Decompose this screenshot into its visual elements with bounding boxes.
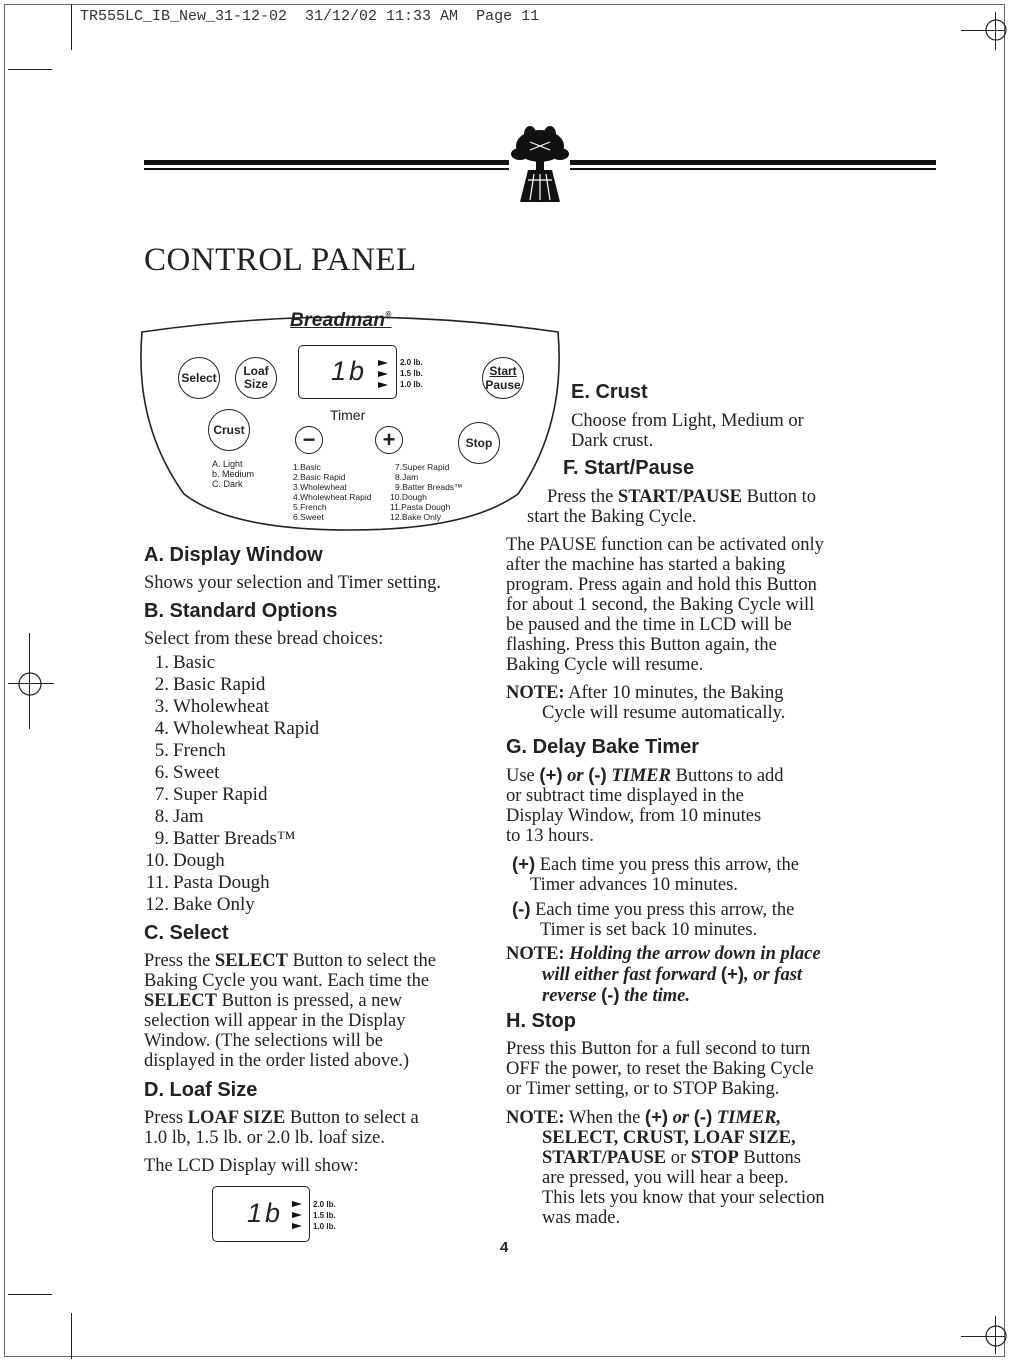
list-item: 3. Wholewheat [154,696,270,717]
list-item: 4. Wholewheat Rapid [154,718,320,739]
control-panel-diagram [138,304,562,534]
section-h-heading: H. Stop [506,1010,576,1032]
size-1-5: 1.5 lb. [313,1211,336,1220]
list-item: 8. Jam [154,806,204,827]
crust-option: C. Dark [212,479,243,489]
program-item: 8.Jam [395,472,419,482]
arrow-icon [377,359,389,391]
timer-minus-button[interactable]: − [295,426,323,454]
program-item: 1.Basic [293,462,321,472]
size-2-0: 2.0 lb. [313,1200,336,1209]
list-item: 10. Dough [145,850,225,871]
lcd-example-value: 1b [247,1198,284,1228]
size-2-0: 2.0 lb. [400,358,423,367]
registration-mark-icon [982,16,1010,46]
program-item: 9.Batter Breads™ [395,482,463,492]
loaf-size-indicators [400,357,423,390]
lcd-example-sizes [313,1199,336,1232]
loaf-size-button[interactable] [235,357,277,399]
program-item: 11.Pasta Dough [390,502,451,512]
list-item: 2. Basic Rapid [154,674,266,695]
program-item: 6.Sweet [293,512,324,522]
program-item: 4.Wholewheat Rapid [293,492,372,502]
section-g-body: Use (+) or (-) TIMER Buttons to add or subtract time displayed in the Display Window, from 10 minutes to 13 hours. (+) Each time you press this arrow, the Timer advances 10 minutes. (-) Each time you press this arrow, the Timer is set back 10 minutes. NOTE: Holding the arrow down in place will either fast forward (+), or fast reverse (-) the time. [506,764,821,1006]
section-d-body: Press LOAF SIZE Button to select a 1.0 lb, 1.5 lb. or 2.0 lb. loaf size. The LCD Display will show: [144,1108,419,1176]
page-number: 4 [500,1239,509,1256]
size-1-0: 1.0 lb. [400,380,423,389]
program-item: 2.Basic Rapid [293,472,346,482]
start-pause-button[interactable] [482,357,524,399]
bread-options-list [140,652,319,916]
section-e-body: Choose from Light, Medium or Dark crust. [571,411,804,451]
wheat-sheaf-icon [500,124,580,208]
crust-button[interactable]: Crust [208,409,250,451]
program-item: 3.Wholewheat [293,482,347,492]
crust-options [212,459,254,489]
section-b-intro: Select from these bread choices: [144,629,384,649]
list-item: 9. Batter Breads™ [154,828,296,849]
arrow-icon [291,1200,303,1232]
section-d-heading: D. Loaf Size [144,1079,258,1101]
section-f-heading: F. Start/Pause [563,457,695,479]
select-button[interactable]: Select [178,357,220,399]
section-g-heading: G. Delay Bake Timer [506,736,700,758]
list-item: 11. Pasta Dough [145,872,270,893]
pause-label: Pause [485,378,521,392]
program-list-right [390,462,463,522]
list-item: 12. Bake Only [145,894,255,915]
list-item: 1. Basic [154,652,216,673]
list-item: 6. Sweet [154,762,220,783]
program-item: 10.Dough [390,492,427,502]
crust-option: A. Light [212,459,243,469]
section-e-heading: E. Crust [571,381,648,403]
section-a-body: Shows your selection and Timer setting. [144,573,442,593]
section-f-body: The PAUSE function can be activated only after the machine has started a baking program. Press again and hold this Button for about 1 second, the Baking Cycle will be paused and the time in LCD will be flashing. Press this Button again, the Baking Cycle will resume. NOTE: After 10 minutes, the Baking Cycle will resume automatically. [506,535,824,723]
brand-logo: Breadman® [290,310,392,331]
loaf-size-label-1: Loaf [243,364,269,378]
size-1-5: 1.5 lb. [400,369,423,378]
crust-option: b. Medium [212,469,255,479]
program-item: 7.Super Rapid [395,462,450,472]
timer-label: Timer [330,407,366,423]
display-window [298,345,397,399]
section-c-body: Press the SELECT Button to select the Baking Cycle you want. Each time the SELECT Button is pressed, a new selection will appear in the Display Window. (The selections will be displayed in the order listed above.) [144,951,436,1071]
section-c-heading: C. Select [144,922,229,944]
timer-plus-button[interactable]: + [375,426,403,454]
program-list-left [293,462,371,522]
print-slug: TR555LC_IB_New_31-12-02 31/12/02 11:33 AM Page 11 [80,8,540,25]
section-a-heading: A. Display Window [144,544,323,566]
start-label: Start [489,364,517,378]
stop-button[interactable]: Stop [458,422,500,464]
lcd-value: 1b [331,356,368,386]
size-1-0: 1.0 lb. [313,1222,336,1231]
loaf-size-label-2: Size [243,377,268,391]
section-f-intro: Press the START/PAUSE Button to start the Baking Cycle. [527,487,817,527]
lcd-example [212,1186,310,1242]
page-title: CONTROL PANEL [144,242,417,278]
program-item: 12.Bake Only [390,512,442,522]
section-b-heading: B. Standard Options [144,600,338,622]
list-item: 5. French [154,740,226,761]
list-item: 7. Super Rapid [154,784,268,805]
section-h-body: Press this Button for a full second to turn OFF the power, to reset the Baking Cycle or Timer setting, or to STOP Baking. NOTE: When the (+) or (-) TIMER, SELECT, CRUST, LOAF SIZE, START/PAUSE or STOP Buttons are pressed, you will hear a beep. This lets you know that your selection was made. [506,1039,825,1228]
registration-mark-icon [982,1322,1010,1352]
registration-mark-icon [10,664,50,704]
program-item: 5.French [293,502,327,512]
